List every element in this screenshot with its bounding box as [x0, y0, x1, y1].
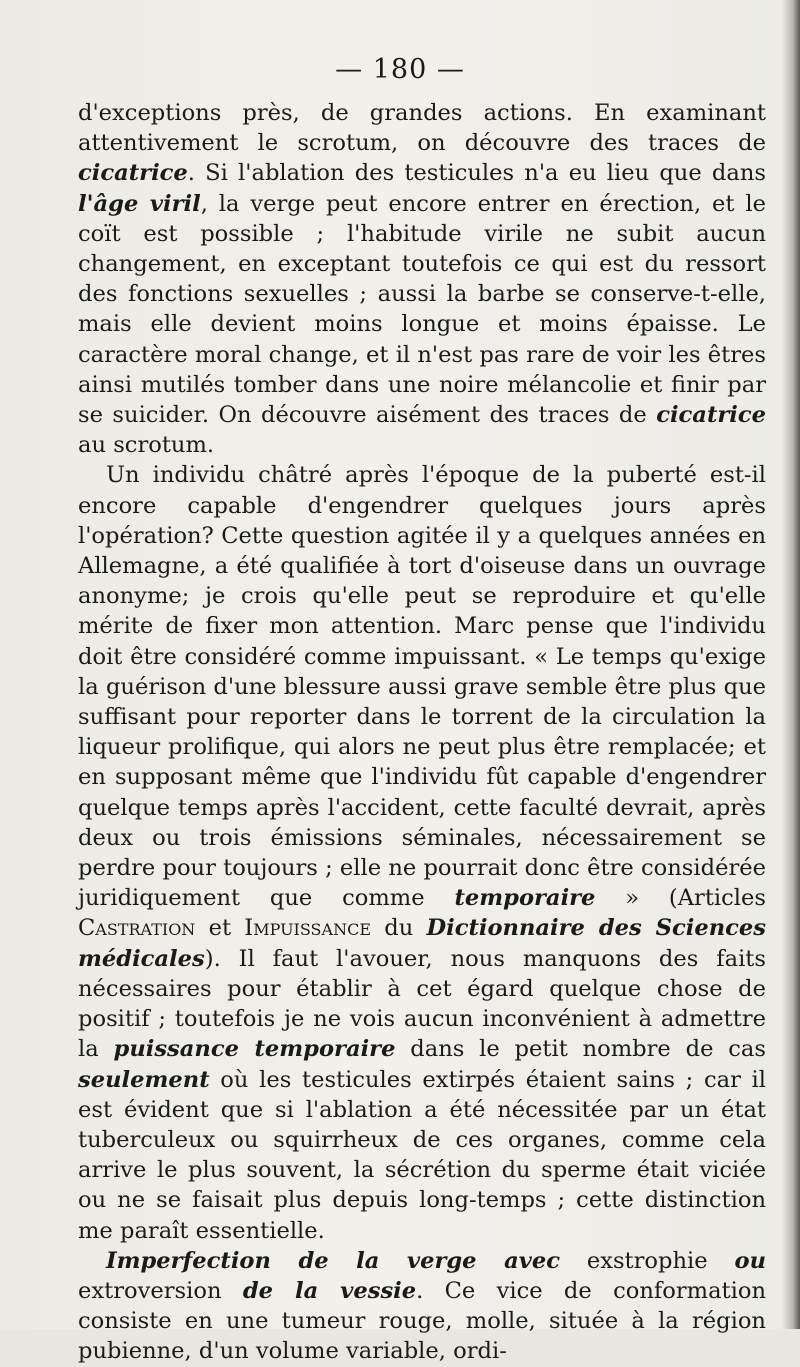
text-run: extroversion: [78, 1277, 243, 1304]
text-run: et: [195, 915, 245, 942]
small-caps-text-run: Impuissance: [244, 915, 371, 942]
italic-text-run: de la vessie: [242, 1277, 417, 1304]
body-text: [78, 98, 766, 1367]
text-run: » (Articles: [595, 885, 766, 912]
italic-text-run: l'âge viril: [78, 190, 201, 217]
italic-text-run: temporaire: [454, 885, 596, 912]
small-caps-text-run: Castration: [78, 915, 196, 942]
text-run: . Si l'ablation des testicules n'a eu lieu que dans: [187, 160, 766, 187]
text-run: Un individu châtré après l'époque de la puberté est-il encore capable d'engendrer quelques jours après l'opération? Cette question agitée il y a quelques années en Allemagne, a été qualifiée à tort d'oiseuse dans un ouvrage anonyme; je crois qu'elle peut se reproduire et qu'elle mérite de fixer mon attention. Marc pense que l'individu doit être considéré comme impuissant. « Le temps qu'exige la guérison d'une blessure aussi grave semble être plus que suffisant pour reporter dans le torrent de la circulation la liqueur prolifique, qui alors ne peut plus être remplacée; et en supposant même que l'individu fût capable d'engendrer quelque temps après l'accident, cette faculté devrait, après deux ou trois émissions séminales, nécessairement se perdre pour toujours ; elle ne pourrait donc être considérée juridiquement que comme: [78, 462, 766, 912]
italic-text-run: cicatrice: [78, 160, 188, 187]
italic-text-run: puissance temporaire: [113, 1036, 396, 1063]
page-number: — 180 —: [335, 54, 465, 85]
paragraph-2: [78, 460, 766, 1245]
text-run: , la verge peut encore entrer en érection, et le coït est possible ; l'habitude virile ne subit aucun changement, en exceptant toutefois ce qui est du ressort des fonctions sexuelles ; aussi la barbe se conserve-t-elle, mais elle devient moins longue et moins épaisse. Le caractère moral change, et il n'est pas rare de voir les êtres ainsi mutilés tomber dans une noire mélancolie et finir par se suicider. On découvre aisément des traces de: [78, 190, 766, 429]
text-run: où les testicules extirpés étaient sains ; car il est évident que si l'ablation a été nécessitée par un état tuberculeux ou squirrheux de ces organes, comme cela arrive le plus souvent, la sécrétion du sperme était viciée ou ne se faisait plus depuis long-temps ; cette distinction me paraît essentielle.: [78, 1066, 766, 1244]
text-run: d'exceptions près, de grandes actions. En examinant attentivement le scrotum, on découvre des traces de: [78, 100, 766, 157]
italic-text-run: ou: [734, 1247, 766, 1274]
italic-text-run: seulement: [78, 1066, 210, 1093]
page-edge-shadow: [782, 0, 800, 1329]
text-run: exstrophie: [559, 1247, 735, 1274]
paragraph-3: [78, 1246, 766, 1367]
text-run: ). Il faut l'avouer, nous manquons des faits nécessaires pour établir à cet égard quelque chose de positif ; toutefois je ne vois aucun inconvénient à admettre la: [78, 945, 766, 1063]
italic-text-run: Imperfection de la verge avec: [106, 1247, 560, 1274]
text-run: au scrotum.: [78, 432, 215, 459]
text-run: . Ce vice de conformation consiste en une tumeur rouge, molle, située à la région pubienne, d'un volume variable, ordi-: [78, 1277, 766, 1365]
italic-text-run: Dictionnaire des Sciences médicales: [78, 915, 766, 972]
text-run: du: [371, 915, 427, 942]
text-run: dans le petit nombre de cas: [395, 1036, 766, 1063]
italic-text-run: cicatrice: [656, 402, 766, 429]
paragraph-1: [78, 98, 766, 460]
